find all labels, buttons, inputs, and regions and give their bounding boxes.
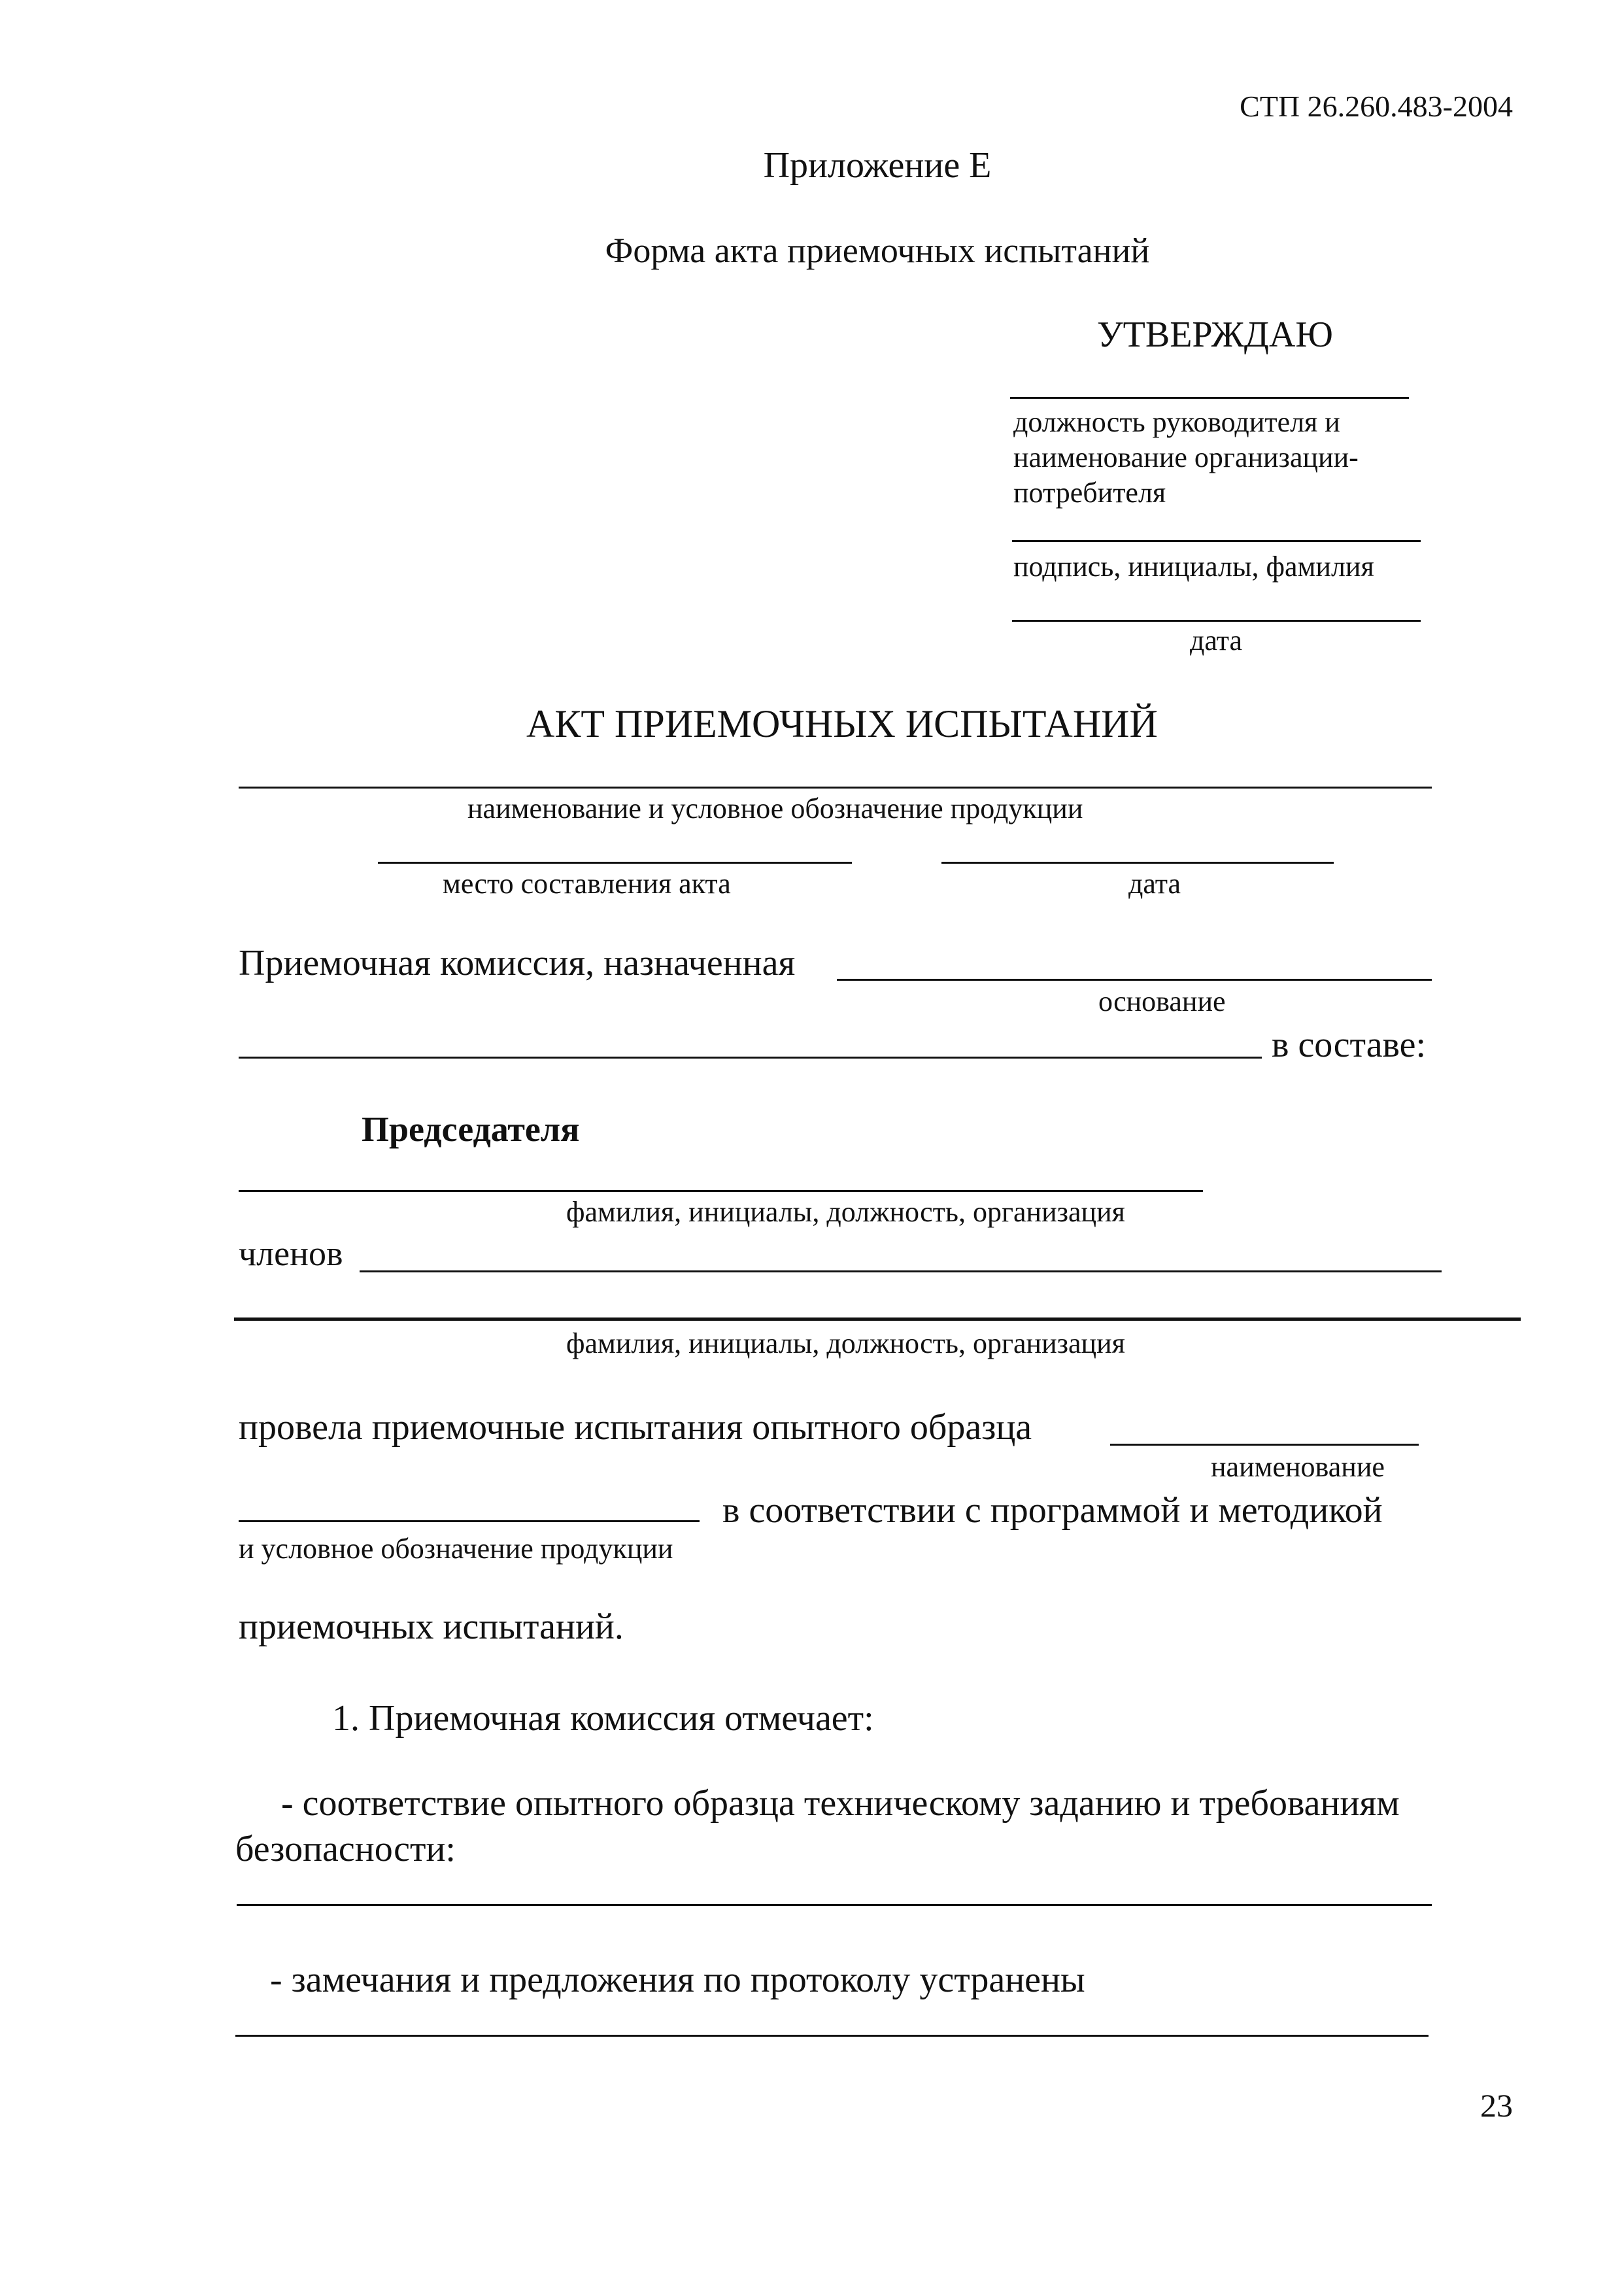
position-line — [1010, 397, 1409, 399]
chairman-label: Председателя — [362, 1110, 580, 1149]
finding-item-2-line — [235, 2035, 1429, 2037]
finding-item-1-cont: безопасности: — [235, 1829, 456, 1869]
signature-line — [1012, 540, 1421, 542]
sample-name-caption: наименование — [1211, 1451, 1385, 1483]
commission-appointed: Приемочная комиссия, назначенная — [239, 943, 796, 983]
tests-conducted: провела приемочные испытания опытного образца — [239, 1407, 1032, 1448]
position-caption-3: потребителя — [1013, 477, 1166, 509]
signature-caption: подпись, инициалы, фамилия — [1013, 551, 1374, 583]
members-line-2 — [234, 1318, 1521, 1321]
tests-end: приемочных испытаний. — [239, 1606, 624, 1647]
form-title: Форма акта приемочных испытаний — [605, 231, 1150, 270]
appendix-title: Приложение Е — [763, 145, 992, 186]
tests-accordance: в соответствии с программой и методикой — [722, 1490, 1383, 1531]
chairman-line — [239, 1190, 1203, 1192]
basis-line — [837, 979, 1432, 981]
place-line — [378, 862, 852, 864]
sample-designation-line — [239, 1520, 700, 1522]
approval-date-line — [1012, 620, 1421, 622]
members-caption: фамилия, инициалы, должность, организация — [566, 1327, 1125, 1359]
basis-caption: основание — [1098, 985, 1226, 1017]
finding-item-1-line — [237, 1904, 1432, 1906]
page-number: 23 — [1480, 2087, 1513, 2124]
approve-label: УТВЕРЖДАЮ — [1097, 314, 1333, 355]
finding-item-1: - соответствие опытного образца техническому заданию и требованиям — [281, 1783, 1400, 1824]
approval-date-caption: дата — [1190, 624, 1243, 656]
position-caption-2: наименование организации- — [1013, 441, 1359, 473]
findings-heading: 1. Приемочная комиссия отмечает: — [332, 1698, 874, 1739]
product-caption: наименование и условное обозначение продукции — [467, 792, 1083, 824]
finding-item-2: - замечания и предложения по протоколу устранены — [270, 1960, 1085, 2000]
basis-continuation-line — [239, 1057, 1262, 1059]
composition-label: в составе: — [1272, 1025, 1427, 1065]
act-date-caption: дата — [1128, 868, 1181, 900]
act-date-line — [941, 862, 1334, 864]
designation-caption: и условное обозначение продукции — [239, 1533, 673, 1565]
document-code: СТП 26.260.483-2004 — [1240, 90, 1513, 123]
members-line — [360, 1270, 1442, 1272]
chairman-caption: фамилия, инициалы, должность, организация — [566, 1196, 1125, 1228]
position-caption-1: должность руководителя и — [1013, 406, 1340, 438]
sample-name-line — [1110, 1444, 1419, 1446]
act-title: АКТ ПРИЕМОЧНЫХ ИСПЫТАНИЙ — [526, 702, 1158, 745]
members-label: членов — [239, 1234, 343, 1273]
place-caption: место составления акта — [443, 868, 731, 900]
product-line — [239, 787, 1432, 789]
